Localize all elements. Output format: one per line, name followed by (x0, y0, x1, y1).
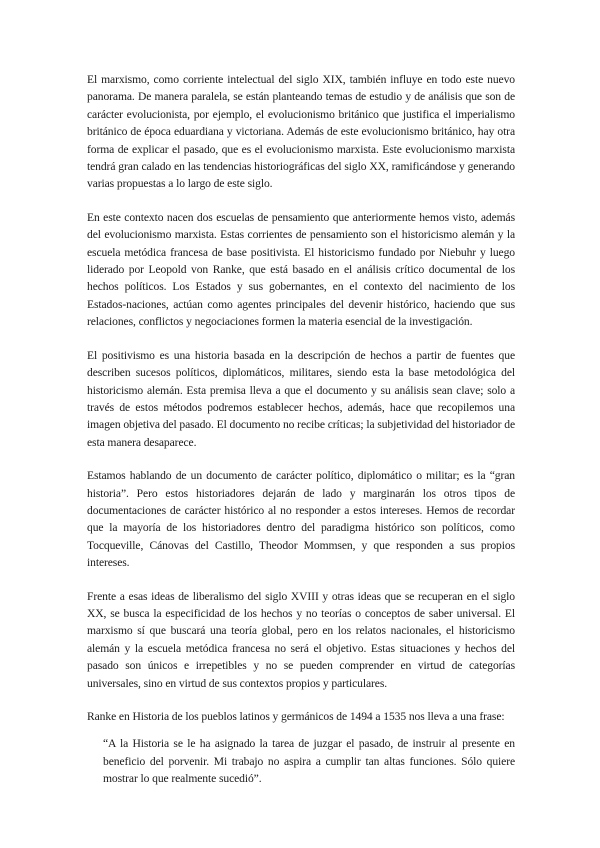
paragraph-gran-historia: Estamos hablando de un documento de carácter político, diplomático o militar; es la “gran historia”. Pero estos historiadores dejarán de lado y marginarán los otros tipos de documentaciones de carácter histórico al no responder a estos intereses. Hemos de recordar que la mayoría de los historiadores dentro del paradigma histórico son políticos, como Tocqueville, Cánovas del Castillo, Theodor Mommsen, y que responden a sus propios intereses. (87, 469, 515, 570)
paragraph-marxismo: El marxismo, como corriente intelectual del siglo XIX, también influye en todo este nuevo panorama. De manera paralela, se están planteando temas de estudio y de análisis que son de carácter evolucionista, por ejemplo, el evolucionismo británico que justifica el imperialismo británico de época eduardiana y victoriana. Además de este evolucionismo británico, hay otra forma de explicar el pasado, que es el evolucionismo marxista. Este evolucionismo marxista tendrá gran calado en las tendencias historiográficas del siglo XX, ramificándose y generando varias propuestas a lo largo de este siglo. (87, 73, 515, 191)
ranke-quote: “A la Historia se le ha asignado la tarea de juzgar el pasado, de instruir al presente en beneficio del porvenir. Mi trabajo no aspira a cumplir tan altas funciones. Sólo quiere mostrar lo que realmente sucedió”. (103, 737, 515, 786)
paragraph-liberalismo: Frente a esas ideas de liberalismo del siglo XVIII y otras ideas que se recuperan en el siglo XX, se busca la especificidad de los hechos y no teorías o conceptos de saber universal. El marxismo sí que buscará una teoría global, pero en los relatos nacionales, el historicismo alemán y la escuela metódica francesa no será el objetivo. Estas situaciones y hechos del pasado son únicos e irrepetibles y no se pueden comprender en virtud de categorías universales, sino en virtud de sus contextos propios y particulares. (87, 589, 515, 690)
paragraph-positivismo: El positivismo es una historia basada en la descripción de hechos a partir de fuentes que describen sucesos políticos, diplomáticos, militares, siendo esta la base metodológica del historicismo alemán. Esta premisa lleva a que el documento y su análisis sean clave; solo a través de estos métodos podremos establecer hechos, además, hace que recopilemos una imagen objetiva del pasado. El documento no recibe críticas; la subjetividad del historiador de esta manera desaparece. (87, 348, 515, 449)
document-page (87, 71, 515, 788)
paragraph-escuelas: En este contexto nacen dos escuelas de pensamiento que anteriormente hemos visto, además del evolucionismo marxista. Estas corrientes de pensamiento son el historicismo alemán y la escuela metódica francesa de base positivista. El historicismo fundado por Niebuhr y luego liderado por Leopold von Ranke, que está basado en el análisis crítico documental de los hechos políticos. Los Estados y sus gobernantes, en el contexto del nacimiento de los Estados-naciones, actúan como agentes principales del devenir histórico, haciendo que sus relaciones, conflictos y negociaciones formen la materia esencial de la investigación. (87, 210, 515, 329)
paragraph-ranke-intro: Ranke en Historia de los pueblos latinos y germánicos de 1494 a 1535 nos lleva a una frase: (87, 710, 505, 723)
